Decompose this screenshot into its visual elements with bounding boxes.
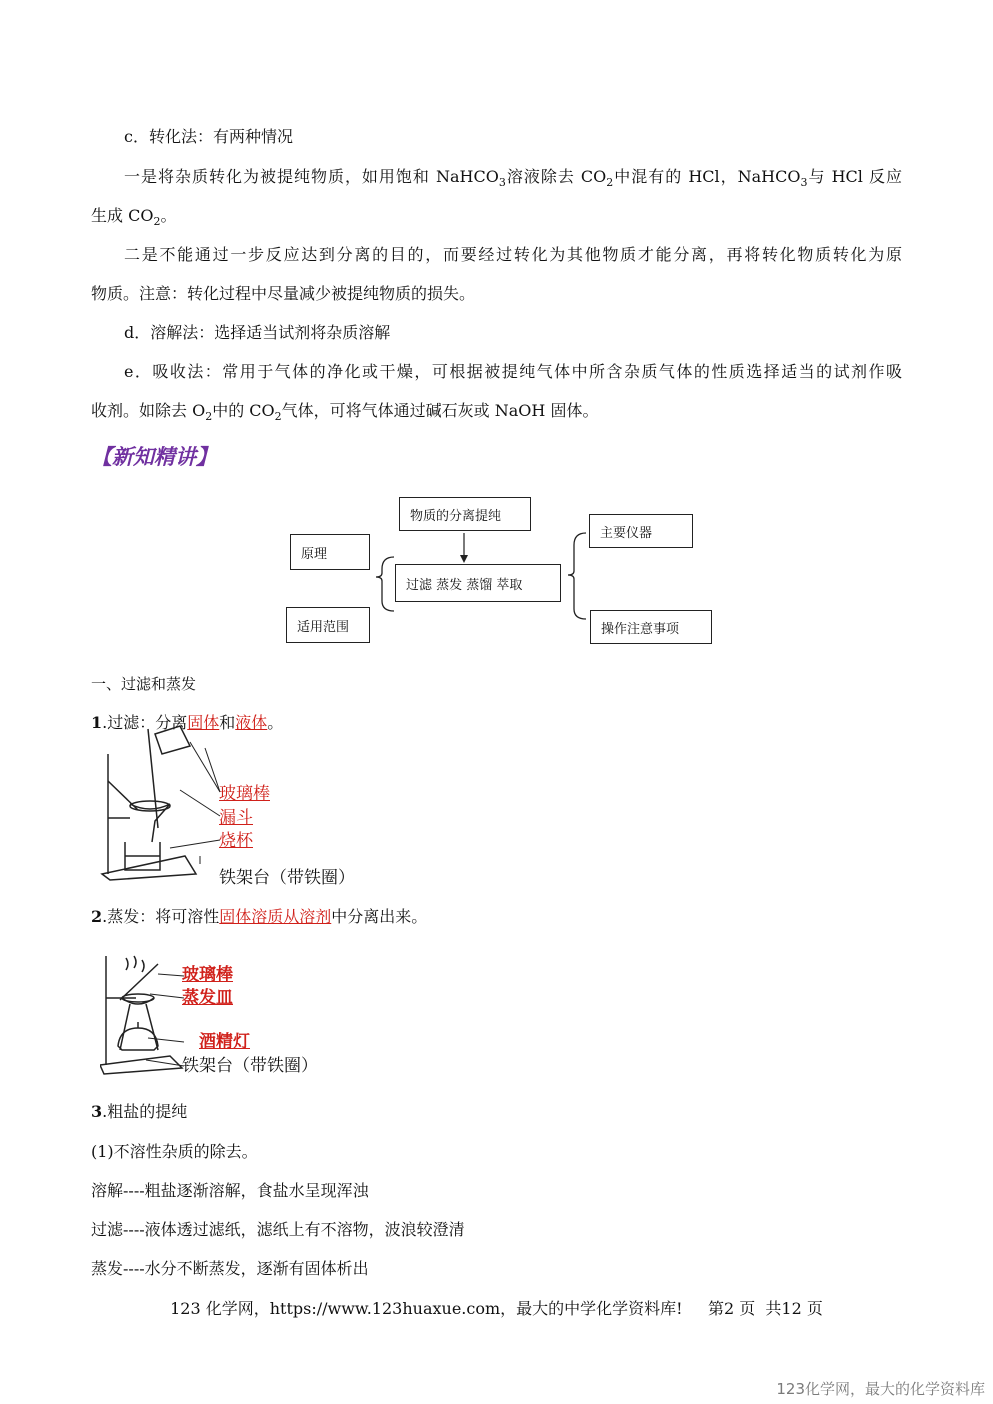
filter-title: 1.过滤：分离固体和液体。: [91, 713, 284, 732]
filtration-leader-lines: [130, 740, 230, 870]
evaporation-title: 2.蒸发：将可溶性固体溶质从溶剂中分离出来。: [91, 907, 428, 926]
evap-label-glass-rod: 玻璃棒: [182, 965, 233, 985]
step-evaporate: 蒸发----水分不断蒸发，逐渐有固体析出: [91, 1259, 369, 1278]
diagram-left-top-box: 原理: [290, 534, 370, 570]
salt-title: 3.粗盐的提纯: [91, 1102, 188, 1121]
salt-subtitle: (1)不溶性杂质的除去。: [91, 1142, 258, 1161]
paragraph-e-line2: 收剂。如除去 $O_2$中的 $CO_2$气体，可将气体通过碱石灰或 NaOH 固体。: [91, 401, 599, 423]
filter-label-glass-rod: 玻璃棒: [219, 784, 270, 804]
diagram-top-box: 物质的分离提纯: [399, 497, 531, 531]
paragraph-c2-line2: 物质。注意：转化过程中尽量减少被提纯物质的损失。: [91, 284, 476, 303]
part1-heading: 一、过滤和蒸发: [91, 675, 197, 693]
filter-label-beaker: 烧杯: [219, 831, 253, 851]
diagram-right-top-box: 主要仪器: [589, 514, 693, 548]
paragraph-c1-line2: 生成 $CO_2$。: [91, 206, 177, 228]
step-dissolve: 溶解----粗盐逐渐溶解，食盐水呈现浑浊: [91, 1181, 369, 1200]
filter-label-iron-stand: 铁架台（带铁圈）: [219, 868, 355, 888]
evap-label-iron-stand: 铁架台（带铁圈）: [182, 1056, 318, 1076]
paragraph-c1-line1: 一是将杂质转化为被提纯物质，如用饱和 NaHCO$_3$溶液除去 $CO_2$中混有的 HCl，NaHCO$_3$与 HCl 反应: [124, 167, 902, 189]
section-title: 【新知精讲】: [91, 445, 217, 469]
evap-label-evaporating-dish: 蒸发皿: [182, 988, 233, 1008]
step-filter: 过滤----液体透过滤纸，滤纸上有不溶物，波浪较澄清: [91, 1220, 465, 1239]
paragraph-e-line1: e．吸收法：常用于气体的净化或干燥，可根据被提纯气体中所含杂质气体的性质选择适当的试剂作吸: [124, 362, 902, 381]
page-footer: 123 化学网，https://www.123huaxue.com，最大的中学化学资料库! 第2 页 共12 页: [170, 1299, 823, 1318]
filter-label-funnel: 漏斗: [219, 808, 253, 828]
paragraph-d-title: d．溶解法：选择适当试剂将杂质溶解: [124, 323, 391, 342]
diagram-left-bottom-box: 适用范围: [286, 607, 370, 643]
diagram-center-box: 过滤 蒸发 蒸馏 萃取: [395, 564, 561, 602]
evap-label-alcohol-lamp: 酒精灯: [199, 1032, 250, 1052]
watermark: 123化学网，最大的化学资料库: [776, 1380, 985, 1398]
diagram-connectors: [370, 525, 600, 625]
paragraph-c-title: c．转化法：有两种情况: [124, 127, 293, 146]
paragraph-c2-line1: 二是不能通过一步反应达到分离的目的，而要经过转化为其他物质才能分离，再将转化物质转化为原: [124, 245, 902, 264]
diagram-right-bottom-box: 操作注意事项: [590, 610, 712, 644]
